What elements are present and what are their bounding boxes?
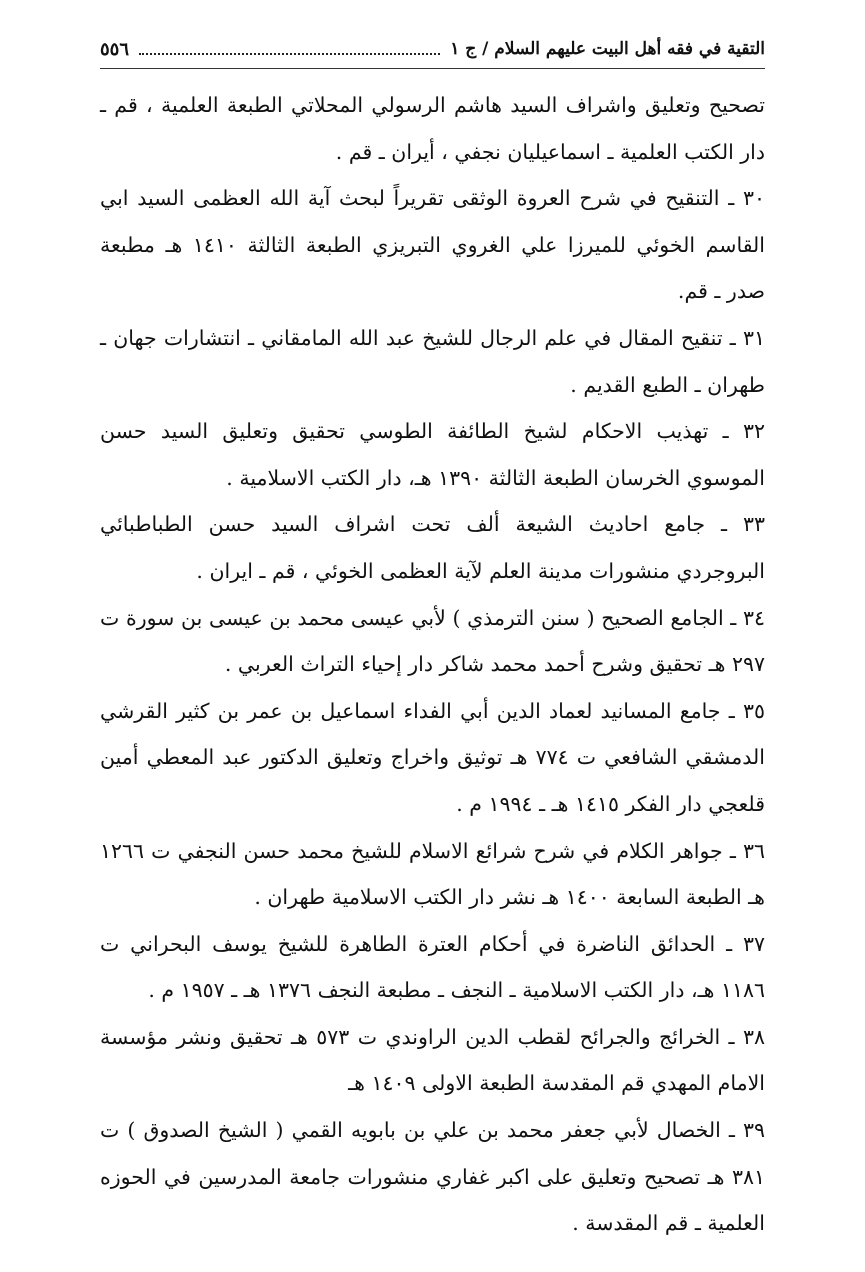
- bibliography-entry: ٣٠ ـ التنقيح في شرح العروة الوثقى تقريراً لبحث آية الله العظمى السيد ابي القاسم الخوئي للميرزا علي الغروي التبريزي الطبعة الثالثة ١٤١٠ هـ مطبعة صدر ـ قم.: [100, 186, 765, 304]
- bibliography-entry: ٣٨ ـ الخرائج والجرائح لقطب الدين الراوندي ت ٥٧٣ هـ تحقيق ونشر مؤسسة الامام المهدي قم المقدسة الطبعة الاولى ١٤٠٩ هـ: [100, 1024, 765, 1096]
- bibliography-entry: ٣٤ ـ الجامع الصحيح ( سنن الترمذي ) لأبي عيسى محمد بن عيسى بن سورة ت ٢٩٧ هـ تحقيق وشرح أحمد محمد شاكر دار إحياء التراث العربي .: [100, 605, 765, 677]
- bibliography-list: [100, 82, 765, 1247]
- running-title: التقية في فقه أهل البيت عليهم السلام / ج ١: [450, 39, 765, 59]
- bibliography-entry: تصحيح وتعليق واشراف السيد هاشم الرسولي المحلاتي الطبعة العلمية ، قم ـ دار الكتب العلمية ـ اسماعيليان نجفي ، أيران ـ قم .: [100, 93, 765, 164]
- bibliography-entry: ٣٦ ـ جواهر الكلام في شرح شرائع الاسلام للشيخ محمد حسن النجفي ت ١٢٦٦ هـ الطبعة السابعة ١٤٠٠ هـ نشر دار الكتب الاسلامية طهران .: [100, 838, 765, 910]
- page-header: [100, 34, 765, 64]
- page-number: ٥٥٦: [100, 38, 130, 60]
- bibliography-entry: ٣٢ ـ تهذيب الاحكام لشيخ الطائفة الطوسي تحقيق وتعليق السيد حسن الموسوي الخرسان الطبعة الثالثة ١٣٩٠ هـ، دار الكتب الاسلامية .: [100, 419, 765, 490]
- bibliography-entry: ٣١ ـ تنقيح المقال في علم الرجال للشيخ عبد الله المامقاني ـ انتشارات جهان ـ طهران ـ الطبع القديم .: [100, 325, 765, 397]
- bibliography-entry: ٣٩ ـ الخصال لأبي جعفر محمد بن علي بن بابويه القمي ( الشيخ الصدوق ) ت ٣٨١ هـ تصحيح وتعليق على اكبر غفاري منشورات جامعة المدرسين في الحوزه العلمية ـ قم المقدسة .: [100, 1118, 765, 1236]
- bibliography-entry: ٣٣ ـ جامع احاديث الشيعة ألف تحت اشراف السيد حسن الطباطبائي البروجردي منشورات مدينة العلم لآية العظمى الخوئي ، قم ـ ايران .: [100, 512, 765, 583]
- bibliography-entry: ٣٥ ـ جامع المسانيد لعماد الدين أبي الفداء اسماعيل بن عمر بن كثير القرشي الدمشقي الشافعي ت ٧٧٤ هـ توثيق واخراج وتعليق الدكتور عبد المعطي أمين قلعجي دار الفكر ١٤١٥ هـ ـ ١٩٩٤ م .: [100, 698, 765, 816]
- header-rule: [100, 68, 765, 69]
- dotted-leader: [139, 53, 440, 55]
- bibliography-entry: ٣٧ ـ الحدائق الناضرة في أحكام العترة الطاهرة للشيخ يوسف البحراني ت ١١٨٦ هـ، دار الكتب الاسلامية ـ النجف ـ مطبعة النجف ١٣٧٦ هـ ـ ١٩٥٧ م .: [100, 931, 765, 1003]
